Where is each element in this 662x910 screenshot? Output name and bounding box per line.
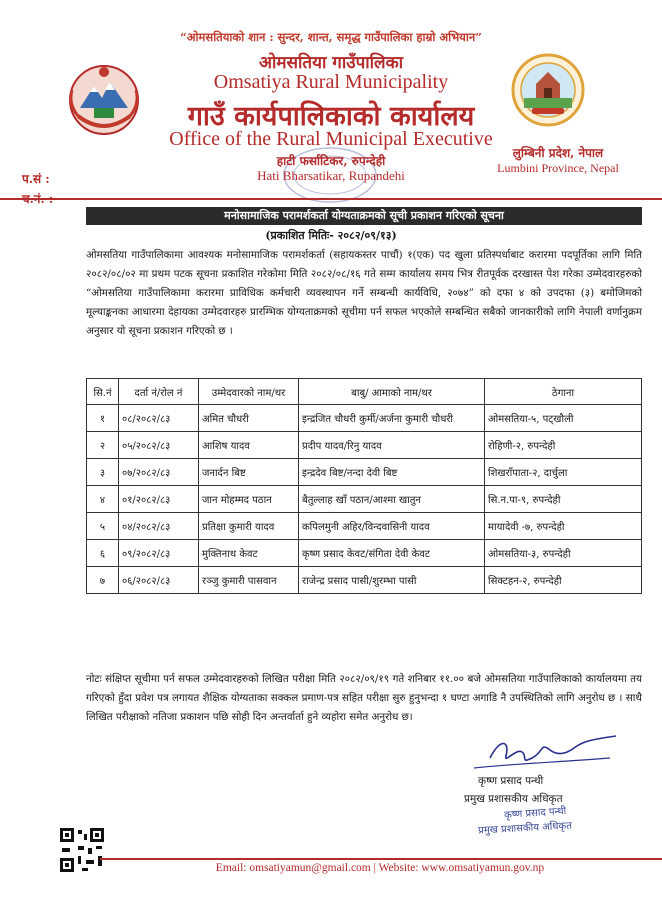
cell-parents: इन्द्रदेव बिष्ट/नन्दा देवी बिष्ट bbox=[299, 459, 485, 486]
cell-roll: ०६/२०८२/८३ bbox=[119, 567, 199, 594]
cell-sn: २ bbox=[87, 432, 119, 459]
cell-parents: प्रदीप यादव/रिनु यादव bbox=[299, 432, 485, 459]
cell-candidate: आशिष यादव bbox=[199, 432, 299, 459]
cell-roll: ०८/२०८२/८३ bbox=[119, 405, 199, 432]
cell-parents: राजेन्द्र प्रसाद पासी/शुरम्भा पासी bbox=[299, 567, 485, 594]
cell-candidate: रञ्जु कुमारी पासवान bbox=[199, 567, 299, 594]
header-roll: दर्ता नं/रोल नं bbox=[119, 379, 199, 405]
signature-icon bbox=[470, 728, 620, 774]
cell-address: रोहिणी-२, रुपन्देही bbox=[485, 432, 642, 459]
cell-parents: बैतुल्लाह खाँ पठान/आश्मा खातुन bbox=[299, 486, 485, 513]
cell-sn: ४ bbox=[87, 486, 119, 513]
cell-roll: ०७/२०८२/८३ bbox=[119, 459, 199, 486]
cell-candidate: प्रतिक्षा कुमारी यादव bbox=[199, 513, 299, 540]
province-en: Lumbini Province, Nepal bbox=[497, 161, 619, 175]
table-header-row bbox=[87, 379, 642, 405]
province-np: लुम्बिनी प्रदेश, नेपाल bbox=[512, 146, 604, 160]
cell-candidate: मुक्तिनाथ केवट bbox=[199, 540, 299, 567]
address-np: हाटी फर्साटिकर, रुपन्देही bbox=[276, 154, 386, 168]
cell-candidate: जनार्दन बिष्ट bbox=[199, 459, 299, 486]
cell-candidate: जान मोहम्मद पठान bbox=[199, 486, 299, 513]
table-row bbox=[87, 540, 642, 567]
cell-address: सि.न.पा-९, रुपन्देही bbox=[485, 486, 642, 513]
address-en: Hati Bharsatikar, Rupandehi bbox=[257, 168, 405, 183]
stamp-title: प्रमुख प्रशासकीय अधिकृत bbox=[477, 820, 573, 837]
header-address: ठेगाना bbox=[485, 379, 642, 405]
table-row bbox=[87, 513, 642, 540]
slogan: “ओमसतियाको शान : सुन्दर, शान्त, समृद्ध गाउँपालिका हाम्रो अभियान” bbox=[180, 30, 482, 44]
note-paragraph: नोटः संक्षिप्त सूचीमा पर्न सफल उम्मेदवारहरुको लिखित परीक्षा मिति २०८२/०९/१९ गते शनिबार ११.०० बजे ओमसतिया गाउँपालिकाको कार्यालयमा तय गरिएको हुँदा प्रवेश पत्र लगायत शैक्षिक योग्यताका सक्कल प्रमाण-पत्र सहित परीक्षा सुरु हुनुभन्दा १ घण्टा अगाडि नै उपस्थितिको लागि अनुरोध छ । साथै लिखित परीक्षाको नतिजा प्रकाशन पछि सोही दिन अन्तर्वार्ता हुने व्यहोरा समेत अनुरोध छ। bbox=[86, 673, 642, 723]
notice-body: ओमसतिया गाउँपालिकामा आवश्यक मनोसामाजिक परामर्शकर्ता (सहायकस्तर पाचौं) १(एक) पद खुला प्रतिस्पर्धाबाट करारमा पदपूर्तिका लागि मिति २०८२/०८/०२ मा प्रथम पटक सूचना प्रकाशित गरेकोमा मिति २०८२/०८/१६ गते सम्म कार्यालय समय भित्र रीतपूर्वक दरखास्त पेश गरेका उम्मेदवारहरुको “ओमसतिया गाउँपालिकामा करारमा प्राविधिक कर्मचारी व्यवस्थापन गर्ने सम्बन्धी कार्यविधि, २०७४” को दफा ४ को उपदफा (३) बमोजिमको मूल्याङ्कनका आधारमा देहायका उम्मेदवारहरु प्रारम्भिक योग्यताक्रमको सूचीमा पर्न सफल भएकोले सम्बन्धित सबैको जानकारीको लागि नेपाली वर्णानुक्रम अनुसार यो सूचना प्रकाशन गरिएको छ । bbox=[86, 249, 642, 337]
cell-address: मायादेवी -७, रुपन्देही bbox=[485, 513, 642, 540]
municipality-name-en: Omsatiya Rural Municipality bbox=[213, 71, 449, 93]
cell-address: सिक्टहन-२, रुपन्देही bbox=[485, 567, 642, 594]
cell-candidate: अमित चौधरी bbox=[199, 405, 299, 432]
table-row bbox=[87, 432, 642, 459]
cell-sn: ६ bbox=[87, 540, 119, 567]
table-row bbox=[87, 486, 642, 513]
header-parents: बाबु/ आमाको नाम/थर bbox=[299, 379, 485, 405]
cell-parents: कृष्ण प्रसाद केवट/संगिता देवी केवट bbox=[299, 540, 485, 567]
cell-sn: ५ bbox=[87, 513, 119, 540]
cell-parents: कपिलमुनी अहिर/विन्दवासिनी यादव bbox=[299, 513, 485, 540]
table-row bbox=[87, 567, 642, 594]
cell-sn: ३ bbox=[87, 459, 119, 486]
header-sn: सि.नं bbox=[87, 379, 119, 405]
signatory-name: कृष्ण प्रसाद पन्थी bbox=[478, 775, 544, 787]
cell-address: ओमसतिया-५, पट्खौली bbox=[485, 405, 642, 432]
footer-divider bbox=[100, 858, 662, 860]
cell-sn: १ bbox=[87, 405, 119, 432]
signatory-title: प्रमुख प्रशासकीय अधिकृत bbox=[464, 793, 563, 805]
header-candidate: उम्मेदवारको नाम/थर bbox=[199, 379, 299, 405]
stamp-name: कृष्ण प्रसाद पन्थी bbox=[503, 805, 567, 822]
qr-code-icon bbox=[58, 826, 106, 874]
table-row bbox=[87, 405, 642, 432]
reference-number-label: प.सं : bbox=[22, 172, 50, 186]
published-date: (प्रकाशित मितिः- २०८२/०९/१३) bbox=[265, 229, 397, 242]
cell-roll: ०९/२०८२/८३ bbox=[119, 540, 199, 567]
cell-address: शिखराँपाता-२, दार्चुला bbox=[485, 459, 642, 486]
table-row bbox=[87, 459, 642, 486]
footer-contact: Email: omsatiyamun@gmail.com | Website: www.omsatiyamun.gov.np bbox=[215, 862, 545, 874]
office-name-np: गाउँ कार्यपालिकाको कार्यालय bbox=[187, 101, 475, 132]
candidate-table bbox=[86, 378, 642, 594]
cell-roll: ०५/२०८२/८३ bbox=[119, 432, 199, 459]
cell-parents: इन्द्रजित चौधरी कुर्मी/अर्जना कुमारी चौधरी bbox=[299, 405, 485, 432]
notice-title: मनोसामाजिक परामर्शकर्ता योग्यताक्रमको सूची प्रकाशन गरिएको सूचना bbox=[86, 207, 642, 225]
header-divider bbox=[0, 198, 662, 200]
municipality-name-np: ओमसतिया गाउँपालिका bbox=[258, 53, 404, 73]
cell-roll: ०४/२०८२/८३ bbox=[119, 513, 199, 540]
cell-address: ओमसतिया-३, रुपन्देही bbox=[485, 540, 642, 567]
cell-sn: ७ bbox=[87, 567, 119, 594]
cell-roll: ०१/२०८२/८३ bbox=[119, 486, 199, 513]
office-name-en: Office of the Rural Municipal Executive bbox=[169, 128, 493, 150]
